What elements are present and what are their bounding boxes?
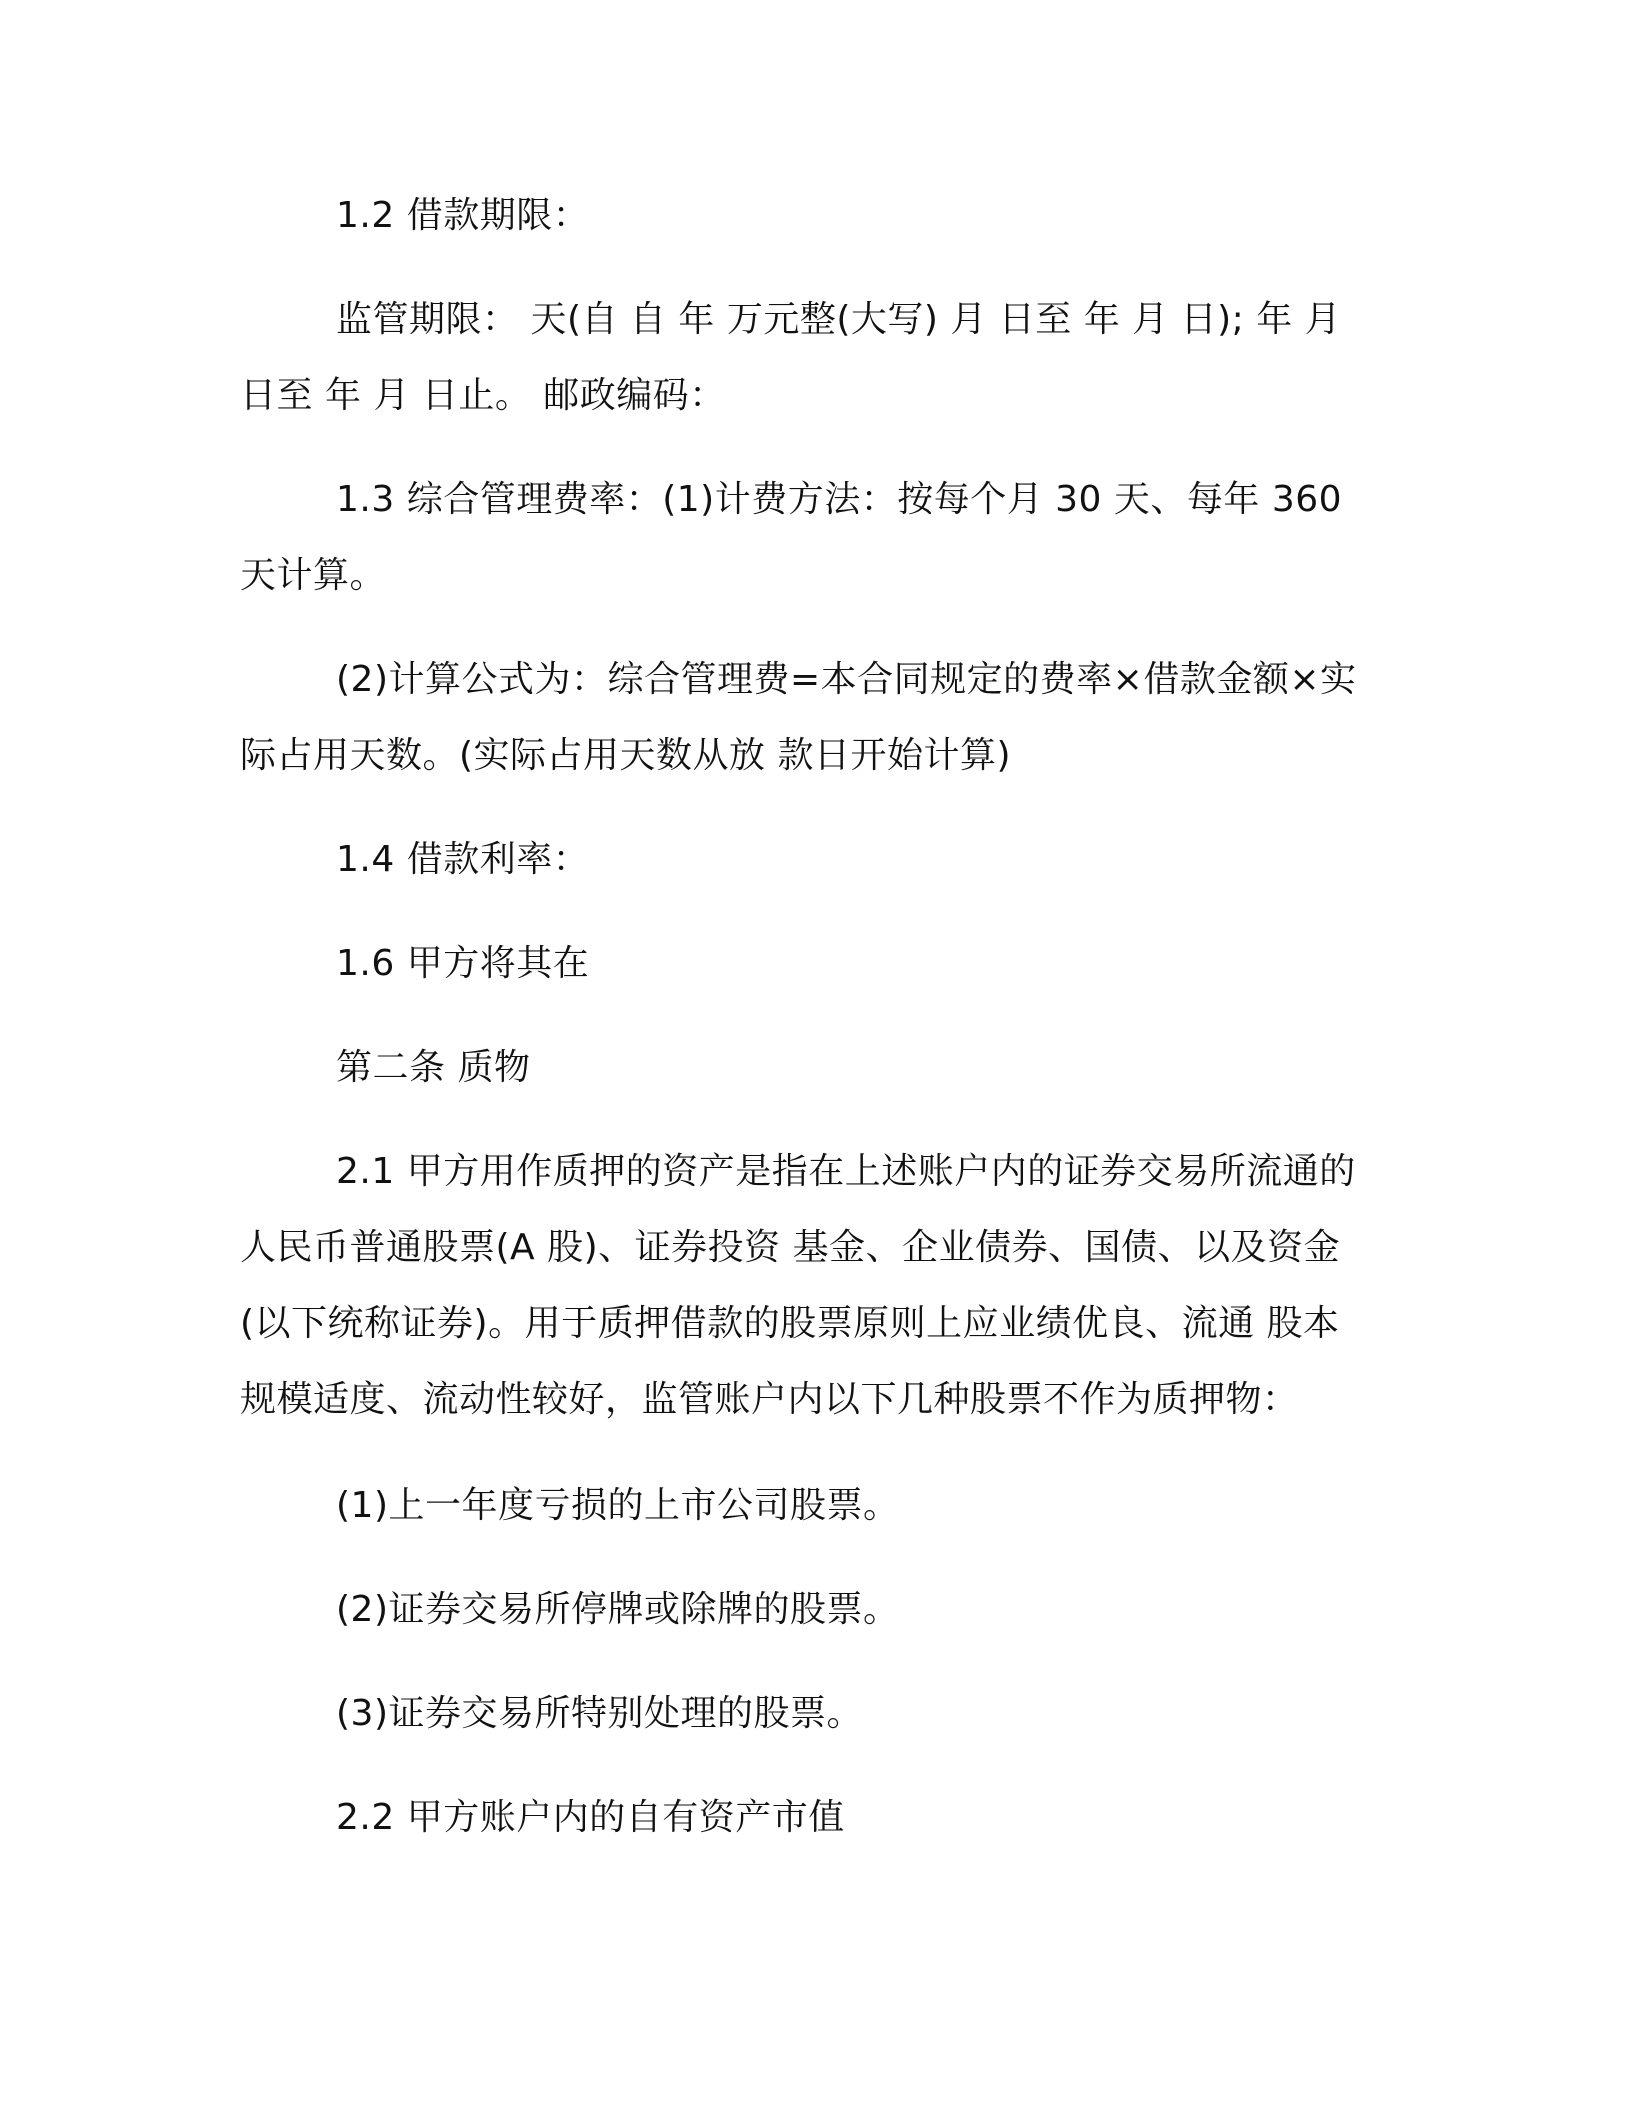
paragraph-supervision-term: 监管期限： 天(自 自 年 万元整(大写) 月 日至 年 月 日); 年 月 日至 年 月 日止。 邮政编码： (240, 299, 1342, 416)
list-item-suspended-stocks: (2)证券交易所停牌或除牌的股票。 (336, 1589, 900, 1630)
paragraph-fee-formula: (2)计算公式为：综合管理费=本合同规定的费率×借款金额×实际占用天数。(实际占用天数从放 款日开始计算) (240, 659, 1357, 776)
paragraph-own-assets-value: 2.2 甲方账户内的自有资产市值 (336, 1797, 845, 1838)
list-item-loss-stocks: (1)上一年度亏损的上市公司股票。 (336, 1485, 900, 1526)
paragraph-management-fee-rate: 1.3 综合管理费率：(1)计费方法：按每个月 30 天、每年 360 天计算。 (240, 479, 1343, 596)
paragraph-loan-term: 1.2 借款期限： (336, 195, 590, 236)
paragraph-pledged-assets: 2.1 甲方用作质押的资产是指在上述账户内的证券交易所流通的人民币普通股票(A 股)、证券投资 基金、企业债券、国债、以及资金(以下统称证券)。用于质押借款的股票原则上应业绩优良、流通 股本规模适度、流动性较好，监管账户内以下几种股票不作为质押物： (240, 1151, 1356, 1420)
paragraph-loan-interest-rate: 1.4 借款利率： (336, 839, 590, 880)
list-item-special-treatment-stocks: (3)证券交易所特别处理的股票。 (336, 1693, 863, 1734)
section-heading-pledge: 第二条 质物 (336, 1047, 531, 1088)
paragraph-party-a: 1.6 甲方将其在 (336, 943, 590, 984)
